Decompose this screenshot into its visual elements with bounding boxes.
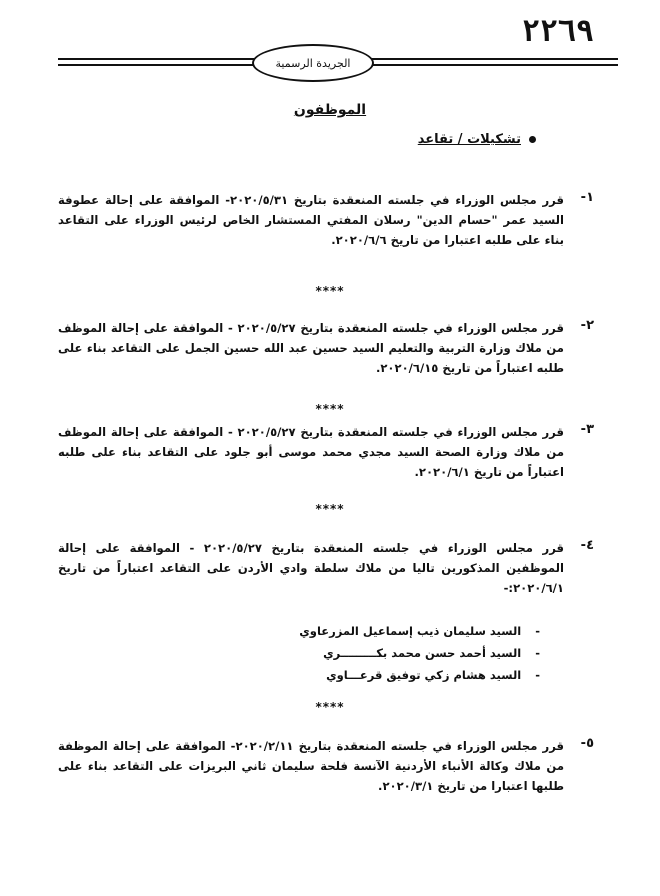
list-item: - السيد سليمان ذيب إسماعيل المزرعاوي [299,624,540,638]
item-number: ٤- [580,538,594,553]
gazette-name: الجريدة الرسمية [275,56,351,70]
item-number: ٣- [580,422,594,437]
list-item: - السيد هشام زكي توفيق قرعـــاوي [326,668,540,682]
item-text: قرر مجلس الوزراء في جلسته المنعقدة بتاريخ ٢٠٢٠/٢/١١- الموافقة على إحالة الموظفة من ملاك وكالة الأنباء الأردنية الآنسة فلحة سليمان ثاني البريزات على التقاعد بناء على طلبها اعتبارا من تاريخ ٢٠٢٠/٣/١. [58,739,564,793]
item-2 [58,318,594,378]
item-3 [58,422,594,482]
subsection-title [418,132,536,147]
list-item: - السيد أحمد حسن محمد بكـــــــــري [323,646,540,660]
item-text: قرر مجلس الوزراء في جلسته المنعقدة بتاريخ ٢٠٢٠/٥/٣١- الموافقة على إحالة عطوفة السيد عمر "حسام الدين" رسلان المفتي المستشار الخاص لرئيس الوزراء على التقاعد بناء على طلبه اعتبارا من تاريخ ٢٠٢٠/٦/٦. [58,193,564,247]
bullet-icon [529,136,536,143]
page-number: ٢٢٦٩ [521,14,594,49]
retirees-list [299,620,540,686]
item-1 [58,190,594,250]
item-text: قرر مجلس الوزراء في جلسته المنعقدة بتاريخ ٢٠٢٠/٥/٢٧ - الموافقة على إحالة الموظف من ملاك وزارة التربية والتعليم السيد حسين عبد الله حسين الجمل على التقاعد بناء على طلبه اعتباراً من تاريخ ٢٠٢٠/٦/١٥. [58,321,564,375]
item-5 [58,736,594,796]
item-text: قرر مجلس الوزراء في جلسته المنعقدة بتاريخ ٢٠٢٠/٥/٢٧ - الموافقة على إحالة الموظف من ملاك وزارة الصحة السيد مجدي محمد موسى أبو جلود على التقاعد بناء على طلبه اعتباراً من تاريخ ٢٠٢٠/٦/١. [58,425,564,479]
separator-2: **** [315,402,345,416]
separator-3: **** [315,502,345,516]
gazette-name-oval [252,44,374,82]
item-number: ٢- [580,318,594,333]
item-text: قرر مجلس الوزراء في جلسته المنعقدة بتاريخ ٢٠٢٠/٥/٢٧ - الموافقة على إحالة الموظفين المذكورين تاليا من ملاك سلطة وادي الأردن على التقاعد اعتباراً من تاريخ ٢٠٢٠/٦/١:- [58,541,564,595]
item-number: ٥- [580,736,594,751]
section-title: الموظفون [293,102,367,118]
item-number: ١- [580,190,594,205]
separator-4: **** [315,700,345,714]
item-4 [58,538,594,598]
subsection-title-text: تشكيلات / تقاعد [417,132,521,147]
separator-1: **** [315,284,345,298]
